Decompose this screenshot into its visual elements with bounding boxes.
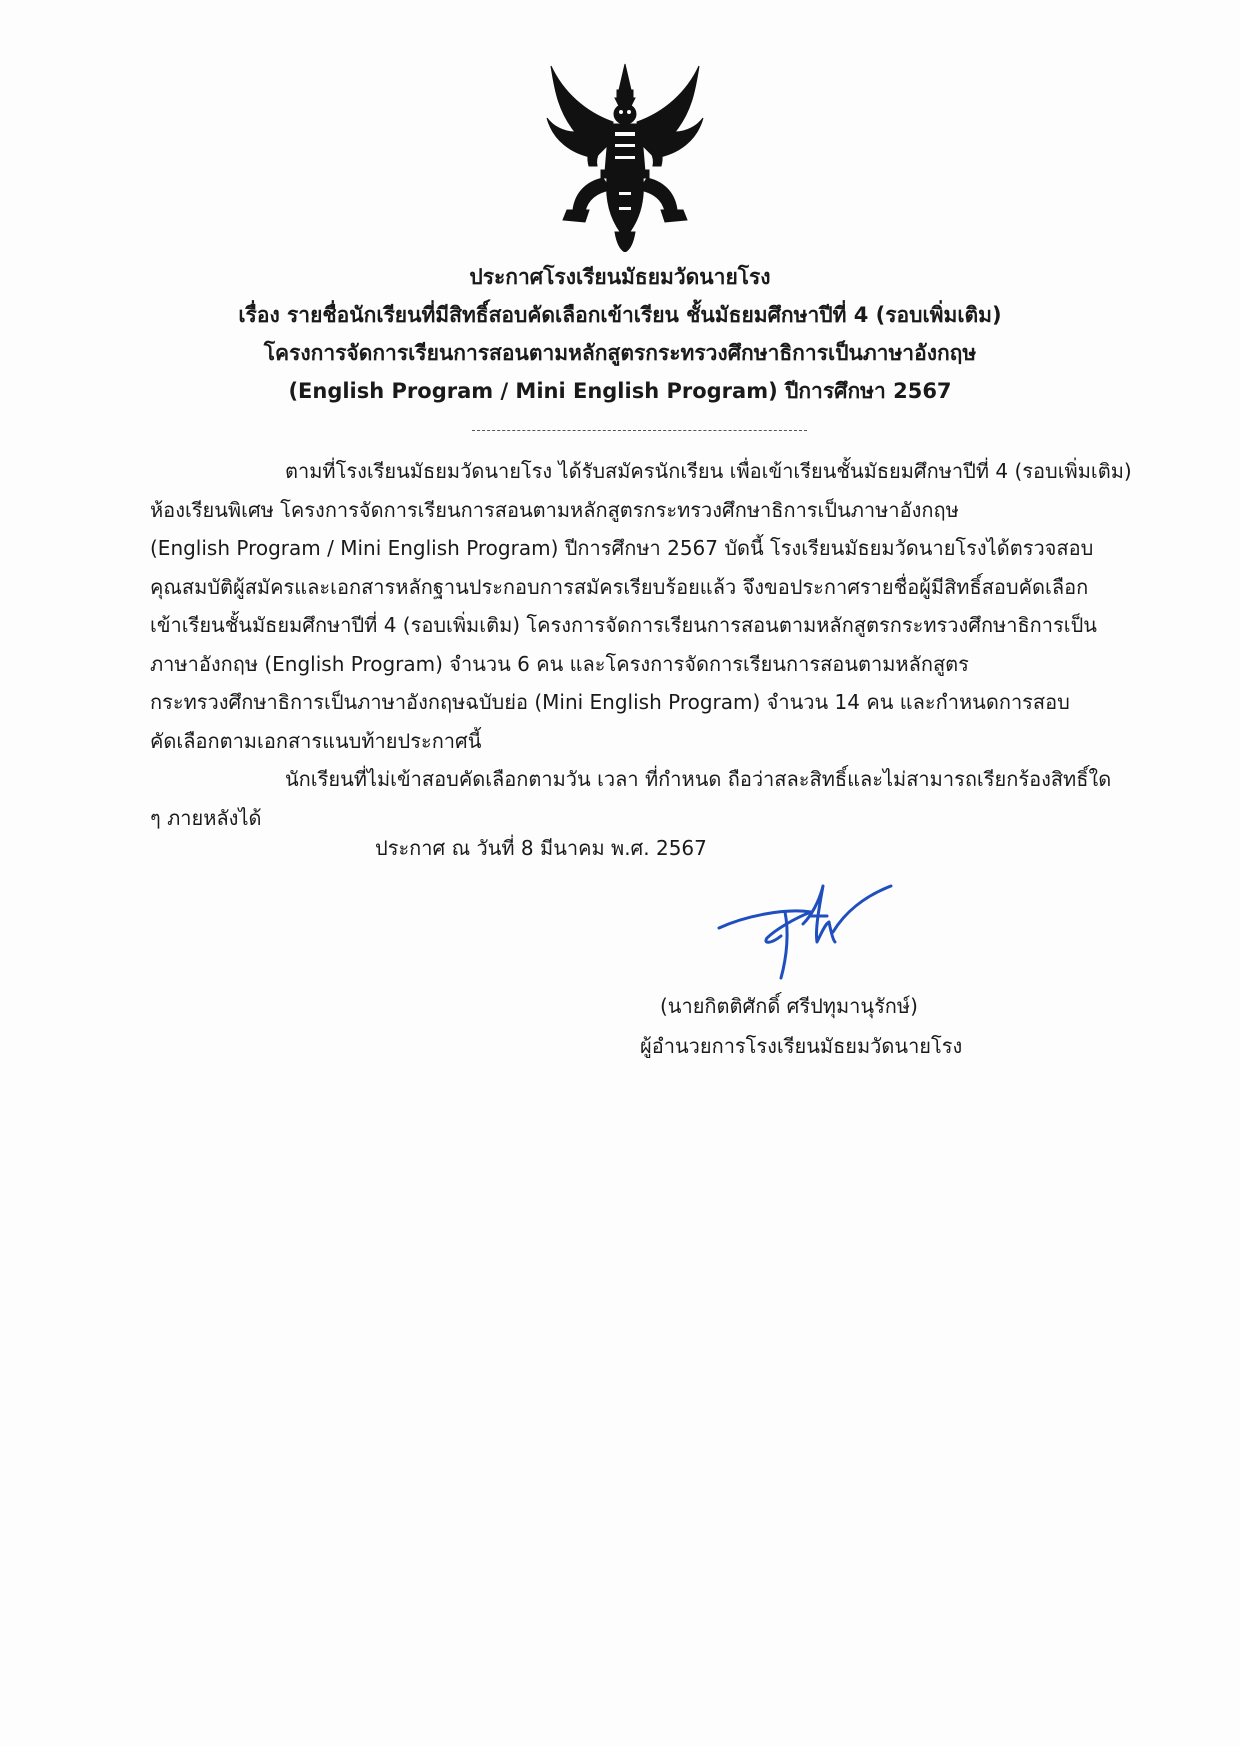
header-program-year: (English Program / Mini English Program) ปีการศึกษา 2567: [288, 379, 952, 403]
header-program: โครงการจัดการเรียนการสอนตามหลักสูตรกระทรวงศึกษาธิการเป็นภาษาอังกฤษ: [263, 341, 977, 365]
signer-title: ผู้อำนวยการโรงเรียนมัธยมวัดนายโรง: [640, 1034, 963, 1058]
signer-name: (นายกิตติศักดิ์ ศรีปทุมานุรักษ์): [660, 994, 918, 1018]
announcement-header: [150, 258, 1090, 410]
header-subject: เรื่อง รายชื่อนักเรียนที่มีสิทธิ์สอบคัดเลือกเข้าเรียน ชั้นมัธยมศึกษาปีที่ 4 (รอบเพิ่มเติม): [238, 303, 1002, 327]
body-line: กระทรวงศึกษาธิการเป็นภาษาอังกฤษฉบับย่อ (Mini English Program) จำนวน 14 คน และกำหนดการสอบ: [150, 690, 1070, 714]
body-line: เข้าเรียนชั้นมัธยมศึกษาปีที่ 4 (รอบเพิ่มเติม) โครงการจัดการเรียนการสอนตามหลักสูตรกระทรวงศึกษาธิการเป็น: [150, 613, 1097, 637]
announcement-body: [150, 452, 1132, 837]
body-line: (English Program / Mini English Program) ปีการศึกษา 2567 บัดนี้ โรงเรียนมัธยมวัดนายโรงได้ตรวจสอบ: [150, 536, 1094, 560]
garuda-emblem-icon: [545, 62, 705, 252]
header-divider: [472, 430, 807, 431]
header-title: ประกาศโรงเรียนมัธยมวัดนายโรง: [469, 265, 771, 289]
body-line: ตามที่โรงเรียนมัธยมวัดนายโรง ได้รับสมัครนักเรียน เพื่อเข้าเรียนชั้นมัธยมศึกษาปีที่ 4 (รอบเพิ่มเติม): [285, 459, 1132, 483]
body-line: นักเรียนที่ไม่เข้าสอบคัดเลือกตามวัน เวลา ที่กำหนด ถือว่าสละสิทธิ์และไม่สามารถเรียกร้องสิทธิ์ใด: [285, 767, 1112, 791]
body-line: ภาษาอังกฤษ (English Program) จำนวน 6 คน และโครงการจัดการเรียนการสอนตามหลักสูตร: [150, 651, 969, 676]
body-line: คุณสมบัติผู้สมัครและเอกสารหลักฐานประกอบการสมัครเรียบร้อยแล้ว จึงขอประกาศรายชื่อผู้มีสิทธิ์สอบคัดเลือก: [150, 574, 1089, 599]
body-line: ห้องเรียนพิเศษ โครงการจัดการเรียนการสอนตามหลักสูตรกระทรวงศึกษาธิการเป็นภาษาอังกฤษ: [150, 497, 959, 522]
announcement-date: ประกาศ ณ วันที่ 8 มีนาคม พ.ศ. 2567: [375, 836, 707, 860]
body-line: ๆ ภายหลังได้: [150, 805, 262, 830]
handwritten-signature: [715, 872, 895, 982]
body-line: คัดเลือกตามเอกสารแนบท้ายประกาศนี้: [150, 728, 482, 753]
